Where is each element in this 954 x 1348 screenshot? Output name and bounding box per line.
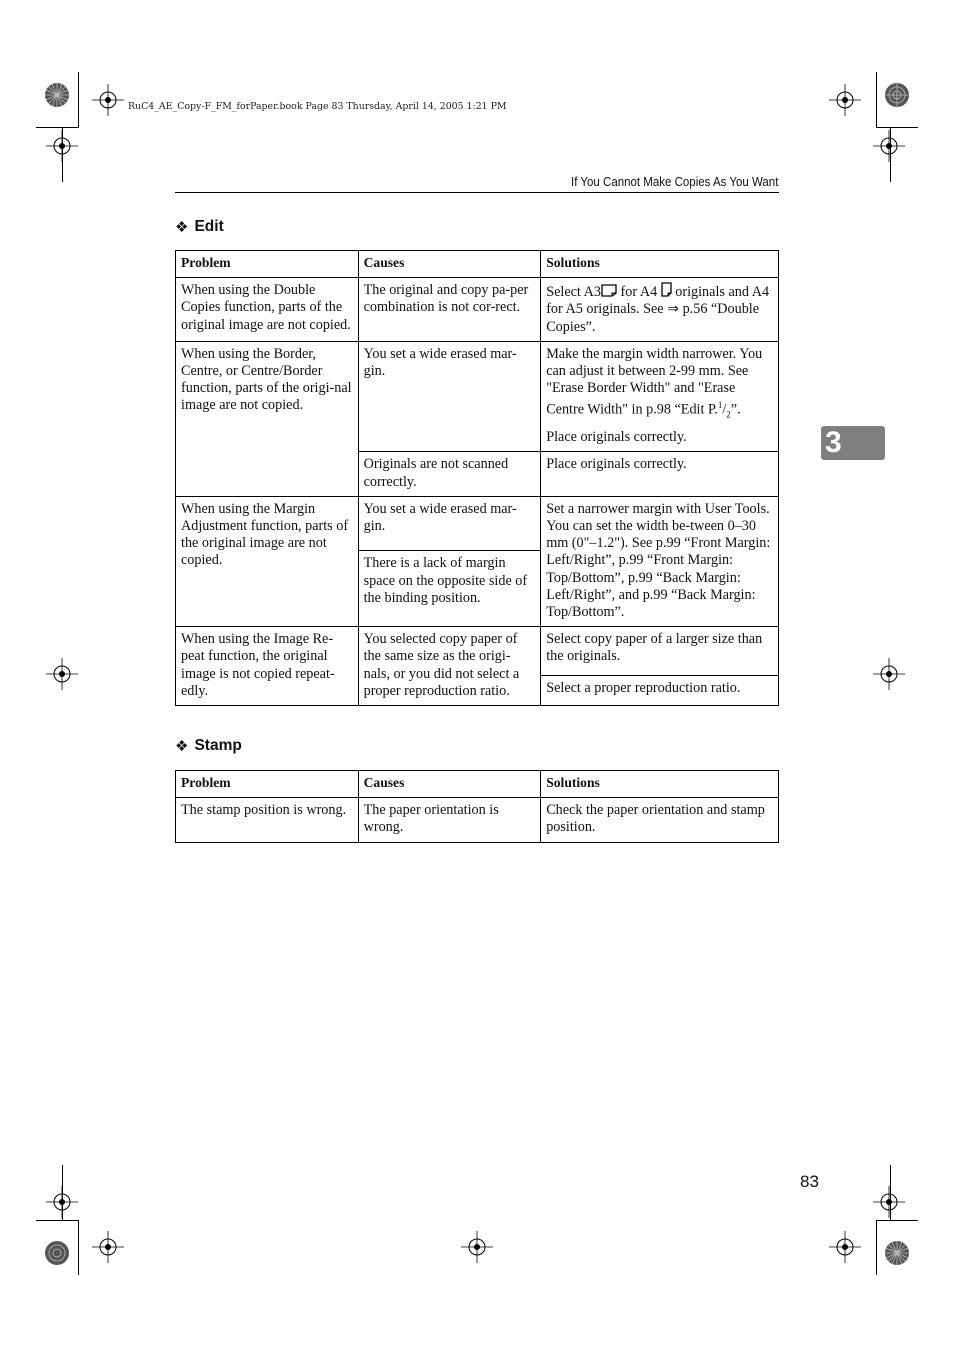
cause-cell: The original and copy pa-per combination is not cor-rect.: [358, 278, 541, 342]
crop-mark: [36, 127, 78, 128]
running-title: If You Cannot Make Copies As You Want: [570, 175, 778, 189]
section-title: Stamp: [194, 737, 242, 754]
column-header: Problem: [176, 251, 359, 278]
crop-mark: [62, 127, 63, 182]
crop-mark: [876, 1220, 918, 1221]
crosshair-icon: [829, 1231, 861, 1263]
column-header: Problem: [176, 771, 359, 798]
stamp-table: [175, 770, 779, 843]
column-header: Causes: [358, 251, 541, 278]
crosshair-icon: [92, 1231, 124, 1263]
cause-cell: You set a wide erased mar-gin.: [358, 341, 541, 452]
solution-cell: [541, 278, 779, 342]
table-row: [176, 496, 779, 551]
solution-cell: [541, 341, 779, 452]
solution-text: Select A3: [546, 284, 601, 301]
file-meta: RuC4_AE_Copy-F_FM_forPaper.book Page 83 Thursday, April 14, 2005 1:21 PM: [128, 101, 507, 112]
crop-mark: [876, 1220, 877, 1275]
chapter-tab: 3: [821, 426, 885, 460]
fraction-denominator: 2: [726, 409, 731, 420]
registration-target-icon: [884, 1240, 910, 1266]
crop-mark: [890, 1165, 891, 1220]
solution-text: ”.: [730, 402, 741, 419]
registration-target-icon: [884, 82, 910, 108]
crosshair-icon: [829, 84, 861, 116]
fraction-slash: /: [722, 402, 727, 419]
solution-text: for A4: [620, 284, 658, 301]
crop-mark: [890, 127, 891, 182]
solution-cell: Check the paper orientation and stamp position.: [541, 798, 779, 842]
fraction-numerator: 1: [717, 400, 723, 411]
solution-text: Place originals correctly.: [546, 429, 687, 446]
page-number: 83: [800, 1172, 819, 1191]
problem-cell: When using the Image Re-peat function, the original image is not copied repeat-edly.: [176, 627, 359, 706]
column-header: Solutions: [541, 251, 779, 278]
table-header-row: [176, 771, 779, 798]
crop-mark: [876, 72, 877, 128]
problem-cell: When using the Double Copies function, parts of the original image are not copied.: [176, 278, 359, 342]
problem-cell: The stamp position is wrong.: [176, 798, 359, 842]
solution-cell: Set a narrower margin with User Tools. You can set the width be-tween 0–30 mm (0"–1.2"). See p.99 “Front Margin: Left/Right”, p.99 “Front Margin: Top/Bottom”, p.99 “Back Margin: Left/Right”, and p.99 “Back Margin: Top/Bottom”.: [541, 496, 779, 626]
diamond-bullet-icon: ❖: [175, 219, 189, 236]
crop-mark: [62, 1165, 63, 1220]
table-row: [176, 627, 779, 676]
landscape-paper-icon: [601, 284, 617, 297]
header-rule: [175, 192, 779, 193]
crop-mark: [78, 1220, 79, 1275]
crosshair-icon: [873, 130, 905, 162]
portrait-paper-icon: [661, 282, 672, 297]
solution-cell: Select a proper reproduction ratio.: [541, 676, 779, 706]
table-row: [176, 278, 779, 342]
table-row: [176, 341, 779, 452]
solution-text: Make the margin width narrower. You can adjust it between 2-99 mm. See "Erase Border Width" and "Erase Centre Width" in p.98 “Edit P.: [546, 345, 763, 419]
edit-table: [175, 250, 779, 706]
cause-cell: You selected copy paper of the same size as the origi-nals, or you did not select a proper reproduction ratio.: [358, 627, 541, 706]
crop-mark: [36, 1220, 78, 1221]
section-title: Edit: [194, 218, 224, 235]
section-heading-edit: [175, 218, 224, 236]
crosshair-icon: [873, 658, 905, 690]
solution-text: originals and A4 for A5 originals. See ⇒ p.56 “Double Copies”.: [546, 284, 770, 335]
section-heading-stamp: [175, 737, 242, 755]
column-header: Solutions: [541, 771, 779, 798]
cause-cell: You set a wide erased mar-gin.: [358, 496, 541, 551]
crop-mark: [876, 127, 918, 128]
registration-target-icon: [44, 1240, 70, 1266]
table-header-row: [176, 251, 779, 278]
table-row: [176, 798, 779, 842]
problem-cell: When using the Border, Centre, or Centre/Border function, parts of the origi-nal image are not copied.: [176, 341, 359, 496]
crosshair-icon: [873, 1186, 905, 1218]
solution-cell: Select copy paper of a larger size than the originals.: [541, 627, 779, 676]
problem-cell: When using the Margin Adjustment function, parts of the original image are not copied.: [176, 496, 359, 626]
cause-cell: There is a lack of margin space on the opposite side of the binding position.: [358, 551, 541, 627]
cause-cell: Originals are not scanned correctly.: [358, 452, 541, 496]
solution-cell: Place originals correctly.: [541, 452, 779, 496]
crosshair-icon: [461, 1231, 493, 1263]
registration-target-icon: [44, 82, 70, 108]
crop-mark: [78, 72, 79, 128]
crosshair-icon: [46, 658, 78, 690]
crosshair-icon: [92, 84, 124, 116]
column-header: Causes: [358, 771, 541, 798]
diamond-bullet-icon: ❖: [175, 738, 189, 755]
cause-cell: The paper orientation is wrong.: [358, 798, 541, 842]
